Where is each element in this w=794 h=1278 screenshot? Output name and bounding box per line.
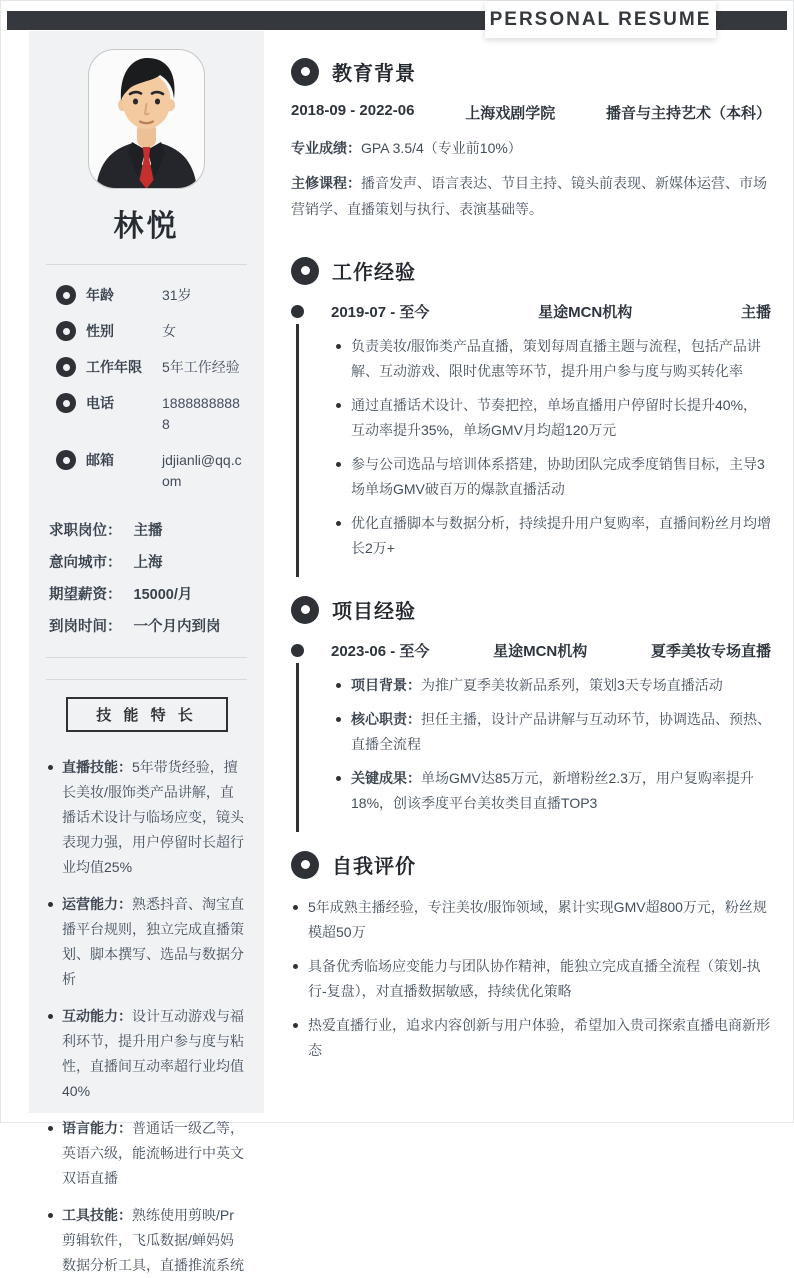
section-self-evaluation xyxy=(291,850,771,1063)
info-row-gender xyxy=(56,321,247,342)
skill-text: 熟悉抖音、淘宝直播平台规则，独立完成直播策划、脚本撰写、选品与数据分析 xyxy=(62,896,244,987)
info-label: 年龄 xyxy=(86,287,114,303)
intent-label: 求职岗位： xyxy=(49,523,122,539)
intent-label: 意向城市： xyxy=(49,555,122,571)
info-row-experience-years xyxy=(56,357,247,378)
intent-value: 一个月内到岗 xyxy=(133,619,221,635)
work-bullet-item xyxy=(336,334,771,384)
section-project-experience xyxy=(291,595,771,816)
info-row-phone xyxy=(56,393,247,435)
self-eval-bullet-list xyxy=(291,895,771,1063)
bullet-dot-icon xyxy=(48,902,53,907)
info-label: 电话 xyxy=(86,395,114,411)
skill-item xyxy=(48,755,247,880)
work-company: 星途MCN机构 xyxy=(538,304,633,321)
section-header xyxy=(291,256,771,285)
project-bullet-text: 担任主播，设计产品讲解与互动环节，协调选品、预热、直播全流程 xyxy=(351,711,771,752)
bullet-donut-icon xyxy=(56,321,76,341)
project-summary-row xyxy=(331,640,771,661)
intent-value: 上海 xyxy=(133,555,163,571)
education-courses-line xyxy=(291,170,771,222)
work-bullet-text: 负责美妆/服饰类产品直播，策划每周直播主题与流程，包括产品讲解、互动游戏、限时优惠等环节，提升用户参与度与购买转化率 xyxy=(351,338,761,379)
skill-item xyxy=(48,1004,247,1104)
main-content xyxy=(291,57,771,1097)
skill-text: 普通话一级乙等，英语六级，能流畅进行中英文双语直播 xyxy=(62,1120,244,1186)
project-bullet-text: 为推广夏季美妆新品系列，策划3天专场直播活动 xyxy=(421,677,723,693)
skill-item xyxy=(48,1116,247,1191)
bullet-dot-icon xyxy=(336,344,341,349)
timeline-dot-icon xyxy=(291,305,304,318)
section-header xyxy=(291,595,771,624)
self-eval-bullet-item xyxy=(293,895,771,945)
courses-label: 主修课程： xyxy=(291,175,361,191)
candidate-name: 林悦 xyxy=(113,210,180,243)
bullet-donut-icon xyxy=(56,285,76,305)
skill-item xyxy=(48,892,247,992)
skill-label: 互动能力： xyxy=(62,1008,132,1024)
section-donut-icon xyxy=(291,257,319,285)
skill-text: 5年带货经验，擅长美妆/服饰类产品讲解，直播话术设计与临场应变，镜头表现力强，用户停留时长超行业均值25% xyxy=(62,759,244,875)
sidebar-divider xyxy=(46,657,247,658)
project-role: 夏季美妆专场直播 xyxy=(650,643,771,660)
info-value: 女 xyxy=(162,323,176,339)
work-role: 主播 xyxy=(740,304,771,321)
education-school: 上海戏剧学院 xyxy=(465,105,556,122)
contact-info-list xyxy=(46,285,247,492)
project-bullet-label: 项目背景： xyxy=(351,677,421,693)
self-eval-bullet-text: 热爱直播行业，追求内容创新与用户体验，希望加入贵司探索直播电商新形态 xyxy=(308,1017,770,1058)
timeline-line xyxy=(296,663,299,832)
sidebar-divider xyxy=(46,679,247,680)
skill-label: 直播技能： xyxy=(62,759,132,775)
project-bullet-label: 核心职责： xyxy=(351,711,421,727)
section-title: 项目经验 xyxy=(332,601,416,623)
gpa-value: GPA 3.5/4（专业前10%） xyxy=(361,140,522,156)
self-eval-bullet-text: 具备优秀临场应变能力与团队协作精神，能独立完成直播全流程（策划-执行-复盘），对直播数据敏感，持续优化策略 xyxy=(308,958,761,999)
bullet-dot-icon xyxy=(336,403,341,408)
work-bullet-item xyxy=(336,452,771,502)
info-value: jdjianli@qq.com xyxy=(162,452,242,489)
project-bullet-label: 关键成果： xyxy=(351,770,421,786)
section-title: 自我评价 xyxy=(332,856,416,878)
skill-text: 熟练使用剪映/Pr剪辑软件，飞瓜数据/蝉妈妈数据分析工具，直播推流系统 xyxy=(62,1207,244,1273)
skill-label: 语言能力： xyxy=(62,1120,132,1136)
self-eval-bullet-item xyxy=(293,954,771,1004)
info-value: 18888888888 xyxy=(162,395,240,432)
work-bullet-item xyxy=(336,511,771,561)
bullet-dot-icon xyxy=(48,1213,53,1218)
intent-row-position xyxy=(49,519,247,540)
section-title: 工作经验 xyxy=(332,262,416,284)
section-education xyxy=(291,57,771,222)
timeline-line xyxy=(296,324,299,577)
skill-label: 运营能力： xyxy=(62,896,132,912)
project-bullet-item xyxy=(336,766,771,816)
bullet-dot-icon xyxy=(336,462,341,467)
work-bullet-text: 参与公司选品与培训体系搭建，协助团队完成季度销售目标，主导3场单场GMV破百万的爆款直播活动 xyxy=(351,456,765,497)
skills-title-box xyxy=(66,697,228,732)
courses-value: 播音发声、语言表达、节目主持、镜头前表现、新媒体运营、市场营销学、直播策划与执行、表演基础等。 xyxy=(291,175,767,217)
section-title: 教育背景 xyxy=(332,63,416,85)
bullet-donut-icon xyxy=(56,393,76,413)
sidebar-divider xyxy=(46,264,247,265)
intent-value: 主播 xyxy=(133,523,163,539)
job-intent-list xyxy=(46,519,247,636)
bullet-dot-icon xyxy=(336,521,341,526)
avatar-photo-icon xyxy=(88,49,205,189)
work-bullet-list xyxy=(331,334,771,561)
header-label-box xyxy=(485,1,716,38)
intent-value: 15000/月 xyxy=(133,587,193,603)
intent-row-city xyxy=(49,551,247,572)
skill-text: 设计互动游戏与福利环节，提升用户参与度与粘性，直播间互动率超行业均值40% xyxy=(62,1008,244,1099)
intent-label: 到岗时间： xyxy=(49,619,122,635)
bullet-donut-icon xyxy=(56,450,76,470)
bullet-dot-icon xyxy=(293,905,298,910)
bullet-dot-icon xyxy=(48,765,53,770)
self-eval-bullet-text: 5年成熟主播经验，专注美妆/服饰领域，累计实现GMV超800万元，粉丝规模超50万 xyxy=(308,899,767,940)
info-value: 31岁 xyxy=(162,287,192,303)
sidebar xyxy=(29,31,264,1273)
skills-list xyxy=(46,755,247,1278)
work-bullet-item xyxy=(336,393,771,443)
bullet-donut-icon xyxy=(56,357,76,377)
intent-label: 期望薪资： xyxy=(49,587,122,603)
section-header xyxy=(291,850,771,879)
bullet-dot-icon xyxy=(48,1126,53,1131)
info-value: 5年工作经验 xyxy=(162,359,240,375)
project-bullet-item xyxy=(336,707,771,757)
section-donut-icon xyxy=(291,58,319,86)
work-period: 2019-07 - 至今 xyxy=(331,304,430,321)
section-donut-icon xyxy=(291,596,319,624)
work-bullet-text: 优化直播脚本与数据分析，持续提升用户复购率，直播间粉丝月均增长2万+ xyxy=(351,515,771,556)
gpa-label: 专业成绩： xyxy=(291,140,361,156)
education-major: 播音与主持艺术（本科） xyxy=(605,105,771,122)
skills-title: 技 能 特 长 xyxy=(96,707,197,724)
bullet-dot-icon xyxy=(336,717,341,722)
project-bullet-item xyxy=(336,673,771,698)
info-label: 邮箱 xyxy=(86,452,114,468)
project-company: 星途MCN机构 xyxy=(493,643,588,660)
project-timeline-block xyxy=(291,640,771,816)
self-eval-bullet-item xyxy=(293,1013,771,1063)
bullet-dot-icon xyxy=(48,1014,53,1019)
work-summary-row xyxy=(331,301,771,322)
intent-row-availability xyxy=(49,615,247,636)
section-work-experience xyxy=(291,256,771,561)
info-row-age xyxy=(56,285,247,306)
info-row-email xyxy=(56,450,247,492)
info-label: 性别 xyxy=(86,323,114,339)
section-header xyxy=(291,57,771,86)
education-period: 2018-09 - 2022-06 xyxy=(291,102,415,119)
bullet-dot-icon xyxy=(293,1023,298,1028)
timeline-dot-icon xyxy=(291,644,304,657)
education-summary-row xyxy=(291,102,771,123)
skill-item xyxy=(48,1203,247,1278)
intent-row-salary xyxy=(49,583,247,604)
info-label: 工作年限 xyxy=(86,359,142,375)
project-period: 2023-06 - 至今 xyxy=(331,643,430,660)
bullet-dot-icon xyxy=(336,683,341,688)
bullet-dot-icon xyxy=(336,776,341,781)
header-label-text: PERSONAL RESUME xyxy=(489,8,712,30)
project-bullet-text: 单场GMV达85万元，新增粉丝2.3万，用户复购率提升18%，创该季度平台美妆类目直播TOP3 xyxy=(351,770,754,811)
bullet-dot-icon xyxy=(293,964,298,969)
work-bullet-text: 通过直播话术设计、节奏把控，单场直播用户停留时长提升40%，互动率提升35%，单场GMV月均超120万元 xyxy=(351,397,758,438)
project-bullet-list xyxy=(331,673,771,816)
education-gpa-line xyxy=(291,135,771,161)
skill-label: 工具技能： xyxy=(62,1207,132,1223)
section-donut-icon xyxy=(291,851,319,879)
work-timeline-block xyxy=(291,301,771,561)
